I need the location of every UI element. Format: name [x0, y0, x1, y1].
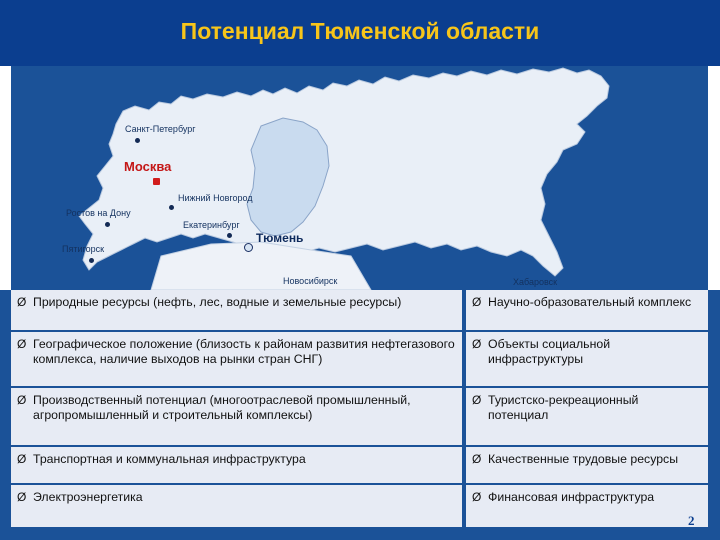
- item-text: Научно-образовательный комплекс: [488, 295, 692, 309]
- item-text: Объекты социальной инфраструктуры: [488, 337, 611, 366]
- city-nnovgorod: Нижний Новгород: [178, 193, 253, 203]
- nnovgorod-dot: [169, 205, 174, 210]
- item-text: Природные ресурсы (нефть, лес, водные и земельные ресурсы): [33, 295, 402, 309]
- bullet-arrow-icon: Ø: [472, 490, 482, 504]
- bullet-arrow-icon: Ø: [472, 452, 482, 466]
- city-rostov: Ростов на Дону: [66, 208, 131, 218]
- bullet-arrow-icon: Ø: [17, 337, 27, 351]
- bullet-arrow-icon: Ø: [17, 393, 27, 407]
- item-text: Производственный потенциал (многоотраслевой промышленный, агропромышленный и строительный комплексы): [33, 393, 411, 422]
- list-item: [11, 290, 462, 330]
- tyumen-dot: [244, 243, 253, 252]
- bullet-arrow-icon: Ø: [472, 337, 482, 351]
- ekaterinburg-dot: [227, 233, 232, 238]
- pyatigorsk-dot: [89, 258, 94, 263]
- moscow-dot: [153, 178, 160, 185]
- item-text: Качественные трудовые ресурсы: [488, 452, 679, 466]
- city-tyumen: Тюмень: [256, 231, 304, 245]
- list-item: [11, 485, 462, 527]
- item-text: Финансовая инфраструктура: [488, 490, 655, 504]
- item-text: Электроэнергетика: [33, 490, 143, 504]
- potential-panel: [0, 290, 720, 540]
- bullet-arrow-icon: Ø: [17, 452, 27, 466]
- russia-map-shape: [11, 66, 708, 290]
- list-item: [11, 332, 462, 386]
- bullet-arrow-icon: Ø: [17, 490, 27, 504]
- item-text: Географическое положение (близость к районам развития нефтегазового комплекса, наличие выходов на рынки стран СНГ): [33, 337, 455, 366]
- bullet-arrow-icon: Ø: [472, 295, 482, 309]
- rostov-dot: [105, 222, 110, 227]
- city-ekaterinburg: Екатеринбург: [183, 220, 240, 230]
- spb-dot: [135, 138, 140, 143]
- russia-map: [11, 66, 708, 290]
- city-spb: Санкт-Петербург: [125, 124, 196, 134]
- city-moscow: Москва: [124, 159, 172, 174]
- page-title: Потенциал Тюменской области: [180, 18, 540, 44]
- list-item: [11, 388, 462, 445]
- list-item: [466, 447, 708, 483]
- list-item: [466, 290, 708, 330]
- list-item: [466, 485, 708, 527]
- list-item: [466, 388, 708, 445]
- page-number: 2: [688, 513, 695, 528]
- city-novosibirsk: Новосибирск: [283, 276, 338, 286]
- city-khabarovsk: Хабаровск: [513, 277, 558, 287]
- item-text: Транспортная и коммунальная инфраструктура: [33, 452, 306, 466]
- city-pyatigorsk: Пятигорск: [62, 244, 105, 254]
- item-text: Туристско-рекреационный потенциал: [488, 393, 639, 422]
- bullet-arrow-icon: Ø: [472, 393, 482, 407]
- list-item: [11, 447, 462, 483]
- list-item: [466, 332, 708, 386]
- bullet-arrow-icon: Ø: [17, 295, 27, 309]
